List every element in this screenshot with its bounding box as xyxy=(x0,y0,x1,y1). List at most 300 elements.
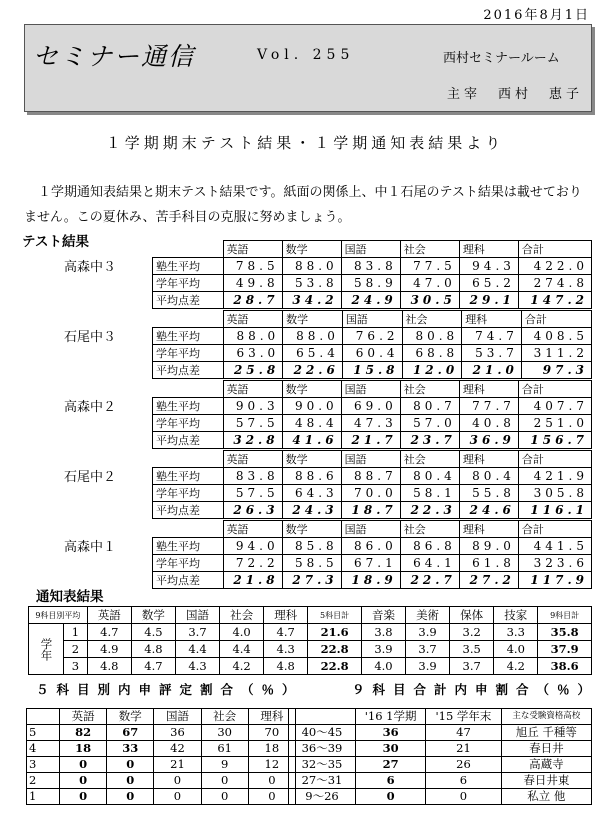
report-card-title: 通知表結果 xyxy=(36,589,104,605)
cell: 30 xyxy=(201,725,248,741)
corner-cell xyxy=(153,381,224,398)
score-cell: 49.8 xyxy=(223,275,282,292)
subject-header: 国語 xyxy=(341,521,400,538)
cell: 3.8 xyxy=(361,624,405,641)
test-result-table xyxy=(152,380,592,449)
subject-header: 合計 xyxy=(518,381,591,398)
cell: 3.9 xyxy=(406,658,450,675)
nine-subject-header-row xyxy=(289,709,592,725)
rating-label: 1 xyxy=(27,789,60,805)
cell: 3.7 xyxy=(406,641,450,658)
rating-label: 3 xyxy=(27,757,60,773)
score-cell: 88.7 xyxy=(341,468,400,485)
subject-header: 理科 xyxy=(459,241,518,258)
rating-row xyxy=(27,789,296,805)
score-cell: 30.5 xyxy=(400,292,459,309)
score-cell: 408.5 xyxy=(521,328,591,345)
corner-cell xyxy=(153,521,224,538)
cell: 30 xyxy=(356,741,426,757)
rating-row xyxy=(27,757,296,773)
corner-cell xyxy=(289,709,356,725)
subject-header: 国語 xyxy=(342,311,402,328)
subject-header: 合計 xyxy=(521,311,591,328)
score-cell: 85.8 xyxy=(282,538,341,555)
cell: 4.3 xyxy=(175,658,219,675)
cell: 0 xyxy=(107,789,154,805)
score-cell: 18.7 xyxy=(341,502,400,519)
cell: 4.7 xyxy=(264,624,308,641)
range-label: 36～39 xyxy=(289,741,356,757)
cell: 3.9 xyxy=(361,641,405,658)
row-label: 学年平均 xyxy=(153,555,224,572)
cell: 0 xyxy=(356,789,426,805)
cell: 26 xyxy=(426,757,501,773)
score-cell: 77.5 xyxy=(400,258,459,275)
range-label: 32～35 xyxy=(289,757,356,773)
score-cell: 90.3 xyxy=(223,398,282,415)
header-japanese: 国語 xyxy=(154,709,201,725)
subject-header: 理科 xyxy=(462,311,522,328)
score-cell: 28.7 xyxy=(223,292,282,309)
score-cell: 63.0 xyxy=(223,345,283,362)
score-cell: 26.3 xyxy=(223,502,282,519)
issue-date: 2016年8月1日 xyxy=(483,8,590,23)
volume-number: Vol. 255 xyxy=(257,47,355,63)
cell: 27 xyxy=(356,757,426,773)
score-cell: 422.0 xyxy=(518,258,591,275)
score-cell: 18.9 xyxy=(341,572,400,589)
school-cell: 私立 他 xyxy=(501,789,591,805)
score-cell: 64.3 xyxy=(282,485,341,502)
cell: 33 xyxy=(107,741,154,757)
intro-paragraph: １学期通知表結果と期末テスト結果です。紙面の関係上、中１石尾のテスト結果は載せておりません。この夏休み、苦手科目の克服に努めましょう。 xyxy=(24,185,582,225)
score-cell: 58.9 xyxy=(341,275,400,292)
subject-header: 数学 xyxy=(282,451,341,468)
school-label: 石尾中２ xyxy=(64,470,117,485)
test-row xyxy=(153,468,592,485)
cell: 3.7 xyxy=(175,624,219,641)
cell: 0 xyxy=(60,757,107,773)
score-cell: 29.1 xyxy=(459,292,518,309)
cell-five-total: 21.6 xyxy=(308,624,362,641)
subject-header: 数学 xyxy=(282,521,341,538)
test-row xyxy=(153,432,592,449)
test-row xyxy=(153,572,592,589)
subject-header: 理科 xyxy=(459,451,518,468)
row-label: 塾生平均 xyxy=(153,468,224,485)
test-row xyxy=(153,555,592,572)
cell: 0 xyxy=(107,757,154,773)
cell: 82 xyxy=(60,725,107,741)
cell: 4.0 xyxy=(494,641,538,658)
score-cell: 88.0 xyxy=(282,258,341,275)
score-cell: 88.0 xyxy=(283,328,343,345)
cell: 4.8 xyxy=(264,658,308,675)
score-cell: 89.0 xyxy=(459,538,518,555)
rating-row xyxy=(27,741,296,757)
cell: 4.0 xyxy=(220,624,264,641)
cell: 3.9 xyxy=(406,624,450,641)
score-cell: 83.8 xyxy=(223,468,282,485)
corner-cell xyxy=(27,709,60,725)
range-label: 9～26 xyxy=(289,789,356,805)
cell: 9 xyxy=(201,757,248,773)
cell: 36 xyxy=(154,725,201,741)
score-cell: 90.0 xyxy=(282,398,341,415)
test-row xyxy=(153,415,592,432)
score-cell: 69.0 xyxy=(341,398,400,415)
header-science: 理科 xyxy=(264,607,308,624)
test-header-row xyxy=(153,381,592,398)
score-cell: 25.8 xyxy=(223,362,283,379)
corner-cell xyxy=(153,241,224,258)
score-cell: 147.2 xyxy=(518,292,591,309)
score-cell: 64.1 xyxy=(400,555,459,572)
score-cell: 22.6 xyxy=(283,362,343,379)
header-english: 英語 xyxy=(87,607,131,624)
school-label: 高森中２ xyxy=(64,400,117,415)
cell: 4.0 xyxy=(361,658,405,675)
test-header-row xyxy=(153,521,592,538)
score-cell: 23.7 xyxy=(400,432,459,449)
cell: 21 xyxy=(426,741,501,757)
row-label: 学年平均 xyxy=(153,345,224,362)
cell: 0 xyxy=(154,773,201,789)
score-cell: 441.5 xyxy=(518,538,591,555)
five-subject-header-row xyxy=(27,709,296,725)
header-five-total: 5科目計 xyxy=(308,607,362,624)
row-label: 学年平均 xyxy=(153,485,224,502)
header-science: 理科 xyxy=(248,709,295,725)
test-row xyxy=(153,362,592,379)
cell: 21 xyxy=(154,757,201,773)
subject-header: 理科 xyxy=(459,521,518,538)
score-cell: 27.3 xyxy=(282,572,341,589)
cell: 0 xyxy=(201,789,248,805)
cell: 18 xyxy=(248,741,295,757)
school-label: 石尾中３ xyxy=(64,330,117,345)
cell: 4.2 xyxy=(494,658,538,675)
score-cell: 65.4 xyxy=(283,345,343,362)
score-cell: 61.8 xyxy=(459,555,518,572)
score-cell: 77.7 xyxy=(459,398,518,415)
score-cell: 80.8 xyxy=(402,328,462,345)
cell: 3.7 xyxy=(450,658,494,675)
test-result-table xyxy=(152,240,592,309)
subject-header: 数学 xyxy=(282,381,341,398)
cell: 4.8 xyxy=(87,658,131,675)
score-cell: 36.9 xyxy=(459,432,518,449)
cell: 6 xyxy=(426,773,501,789)
score-cell: 15.8 xyxy=(342,362,402,379)
header-nine-total: 9科目計 xyxy=(538,607,592,624)
header-eligible-schools: 主な受験資格高校 xyxy=(501,709,591,725)
score-cell: 80.4 xyxy=(459,468,518,485)
row-label: 塾生平均 xyxy=(153,328,224,345)
score-cell: 78.5 xyxy=(223,258,282,275)
grade-number: 1 xyxy=(64,624,88,641)
header-social: 社会 xyxy=(201,709,248,725)
score-cell: 34.2 xyxy=(282,292,341,309)
cell: 4.8 xyxy=(131,641,175,658)
subject-header: 国語 xyxy=(341,381,400,398)
score-cell: 57.5 xyxy=(223,415,282,432)
score-cell: 58.1 xyxy=(400,485,459,502)
range-row xyxy=(289,789,592,805)
row-label: 学年平均 xyxy=(153,275,224,292)
score-cell: 251.0 xyxy=(518,415,591,432)
rating-label: 5 xyxy=(27,725,60,741)
cell: 36 xyxy=(356,725,426,741)
corner-cell xyxy=(153,451,224,468)
row-label: 学年平均 xyxy=(153,415,224,432)
row-label: 平均点差 xyxy=(153,292,224,309)
score-cell: 86.0 xyxy=(341,538,400,555)
subject-header: 数学 xyxy=(282,241,341,258)
score-cell: 80.7 xyxy=(400,398,459,415)
report-row-grade-1 xyxy=(29,624,592,641)
range-label: 40～45 xyxy=(289,725,356,741)
cell: 3.5 xyxy=(450,641,494,658)
cell: 4.7 xyxy=(87,624,131,641)
nine-subject-table xyxy=(288,708,592,805)
score-cell: 68.8 xyxy=(402,345,462,362)
rating-label: 2 xyxy=(27,773,60,789)
test-row xyxy=(153,292,592,309)
score-cell: 21.8 xyxy=(223,572,282,589)
row-label: 平均点差 xyxy=(153,362,224,379)
score-cell: 47.3 xyxy=(341,415,400,432)
test-row xyxy=(153,485,592,502)
header-tech: 技家 xyxy=(494,607,538,624)
cell: 0 xyxy=(426,789,501,805)
grade-number: 2 xyxy=(64,641,88,658)
cell: 0 xyxy=(107,773,154,789)
subject-header: 英語 xyxy=(223,521,282,538)
score-cell: 97.3 xyxy=(521,362,591,379)
cell: 4.4 xyxy=(220,641,264,658)
score-cell: 421.9 xyxy=(518,468,591,485)
cell: 0 xyxy=(60,789,107,805)
test-result-table xyxy=(152,450,592,519)
test-row xyxy=(153,275,592,292)
score-cell: 24.3 xyxy=(282,502,341,519)
cell: 47 xyxy=(426,725,501,741)
cell: 4.7 xyxy=(131,658,175,675)
score-cell: 58.5 xyxy=(282,555,341,572)
subject-header: 社会 xyxy=(402,311,462,328)
score-cell: 94.0 xyxy=(223,538,282,555)
cell: 70 xyxy=(248,725,295,741)
rating-row xyxy=(27,773,296,789)
subject-header: 理科 xyxy=(459,381,518,398)
subject-header: 合計 xyxy=(518,451,591,468)
test-result-table xyxy=(152,310,592,379)
test-row xyxy=(153,398,592,415)
cell: 0 xyxy=(154,789,201,805)
cell-nine-total: 37.9 xyxy=(538,641,592,658)
score-cell: 86.8 xyxy=(400,538,459,555)
header-2015-yearend: '15 学年末 xyxy=(426,709,501,725)
cell-five-total: 22.8 xyxy=(308,658,362,675)
subject-header: 国語 xyxy=(341,241,400,258)
subject-header: 英語 xyxy=(223,241,282,258)
score-cell: 94.3 xyxy=(459,258,518,275)
cell: 3.3 xyxy=(494,624,538,641)
score-cell: 22.7 xyxy=(400,572,459,589)
cell: 4.3 xyxy=(264,641,308,658)
score-cell: 24.9 xyxy=(341,292,400,309)
row-label: 塾生平均 xyxy=(153,538,224,555)
score-cell: 72.2 xyxy=(223,555,282,572)
test-row xyxy=(153,538,592,555)
score-cell: 80.4 xyxy=(400,468,459,485)
cell: 0 xyxy=(60,773,107,789)
report-row-grade-2 xyxy=(29,641,592,658)
report-row-grade-3 xyxy=(29,658,592,675)
row-label: 平均点差 xyxy=(153,572,224,589)
range-row xyxy=(289,757,592,773)
score-cell: 24.6 xyxy=(459,502,518,519)
report-card-table xyxy=(28,606,592,675)
school-cell: 春日井 xyxy=(501,741,591,757)
cell: 18 xyxy=(60,741,107,757)
report-card-corner: 9科目別平均 xyxy=(29,607,88,624)
score-cell: 57.5 xyxy=(223,485,282,502)
five-subject-table xyxy=(26,708,296,805)
score-cell: 57.0 xyxy=(400,415,459,432)
score-cell: 67.1 xyxy=(341,555,400,572)
test-row xyxy=(153,345,592,362)
test-result-table xyxy=(152,520,592,589)
score-cell: 55.8 xyxy=(459,485,518,502)
cell-nine-total: 35.8 xyxy=(538,624,592,641)
header-japanese: 国語 xyxy=(175,607,219,624)
score-cell: 41.6 xyxy=(282,432,341,449)
score-cell: 305.8 xyxy=(518,485,591,502)
school-cell: 高蔵寺 xyxy=(501,757,591,773)
nine-subject-title: ９科目合計内申割合（％） xyxy=(352,682,599,697)
cell-nine-total: 38.6 xyxy=(538,658,592,675)
school-label: 高森中３ xyxy=(64,260,117,275)
subject-header: 社会 xyxy=(400,381,459,398)
newsletter-title: セミナー通信 xyxy=(33,42,196,71)
subject-header: 社会 xyxy=(400,241,459,258)
score-cell: 407.7 xyxy=(518,398,591,415)
row-label: 塾生平均 xyxy=(153,258,224,275)
header-pe: 保体 xyxy=(450,607,494,624)
score-cell: 53.7 xyxy=(462,345,522,362)
organization-name: 西村セミナールーム xyxy=(443,51,560,66)
subject-header: 英語 xyxy=(223,451,282,468)
subject-header: 合計 xyxy=(518,521,591,538)
score-cell: 156.7 xyxy=(518,432,591,449)
cell: 61 xyxy=(201,741,248,757)
newsletter-header xyxy=(24,24,592,112)
range-row xyxy=(289,725,592,741)
score-cell: 40.8 xyxy=(459,415,518,432)
header-music: 音楽 xyxy=(361,607,405,624)
corner-cell xyxy=(153,311,224,328)
report-card-header-row xyxy=(29,607,592,624)
score-cell: 274.8 xyxy=(518,275,591,292)
score-cell: 48.4 xyxy=(282,415,341,432)
rating-row xyxy=(27,725,296,741)
row-label: 平均点差 xyxy=(153,502,224,519)
score-cell: 116.1 xyxy=(518,502,591,519)
grade-number: 3 xyxy=(64,658,88,675)
score-cell: 12.0 xyxy=(402,362,462,379)
author-name: 主宰 西村 恵子 xyxy=(447,87,584,102)
score-cell: 323.6 xyxy=(518,555,591,572)
school-cell: 旭丘 千種等 xyxy=(501,725,591,741)
row-label: 平均点差 xyxy=(153,432,224,449)
row-label: 塾生平均 xyxy=(153,398,224,415)
score-cell: 22.3 xyxy=(400,502,459,519)
cell: 4.2 xyxy=(220,658,264,675)
header-2016-term1: '16 1学期 xyxy=(356,709,426,725)
range-label: 27～31 xyxy=(289,773,356,789)
cell: 0 xyxy=(201,773,248,789)
score-cell: 21.0 xyxy=(462,362,522,379)
subject-header: 合計 xyxy=(518,241,591,258)
subject-header: 社会 xyxy=(400,521,459,538)
score-cell: 65.2 xyxy=(459,275,518,292)
school-label: 高森中１ xyxy=(64,540,117,555)
header-social: 社会 xyxy=(220,607,264,624)
range-row xyxy=(289,773,592,789)
subject-header: 社会 xyxy=(400,451,459,468)
score-cell: 76.2 xyxy=(342,328,402,345)
test-header-row xyxy=(153,451,592,468)
test-header-row xyxy=(153,311,592,328)
subject-header: 国語 xyxy=(341,451,400,468)
subject-header: 英語 xyxy=(223,381,282,398)
score-cell: 83.8 xyxy=(341,258,400,275)
article-heading: １学期期末テスト結果・１学期通知表結果より xyxy=(105,134,505,152)
score-cell: 21.7 xyxy=(341,432,400,449)
test-row xyxy=(153,328,592,345)
test-results-title: テスト結果 xyxy=(22,234,89,250)
score-cell: 70.0 xyxy=(341,485,400,502)
score-cell: 117.9 xyxy=(518,572,591,589)
grade-label: 学年 xyxy=(29,624,64,675)
cell: 67 xyxy=(107,725,154,741)
subject-header: 英語 xyxy=(223,311,283,328)
cell: 6 xyxy=(356,773,426,789)
cell: 3.2 xyxy=(450,624,494,641)
cell: 0 xyxy=(248,773,295,789)
subject-header: 数学 xyxy=(283,311,343,328)
score-cell: 60.4 xyxy=(342,345,402,362)
score-cell: 88.0 xyxy=(223,328,283,345)
header-math: 数学 xyxy=(107,709,154,725)
score-cell: 88.6 xyxy=(282,468,341,485)
range-row xyxy=(289,741,592,757)
cell: 12 xyxy=(248,757,295,773)
header-english: 英語 xyxy=(60,709,107,725)
score-cell: 27.2 xyxy=(459,572,518,589)
test-row xyxy=(153,258,592,275)
cell: 42 xyxy=(154,741,201,757)
score-cell: 311.2 xyxy=(521,345,591,362)
test-header-row xyxy=(153,241,592,258)
five-subject-title: ５科目別内申評定割合（％） xyxy=(36,682,303,697)
cell: 4.5 xyxy=(131,624,175,641)
cell-five-total: 22.8 xyxy=(308,641,362,658)
score-cell: 53.8 xyxy=(282,275,341,292)
school-cell: 春日井東 xyxy=(501,773,591,789)
